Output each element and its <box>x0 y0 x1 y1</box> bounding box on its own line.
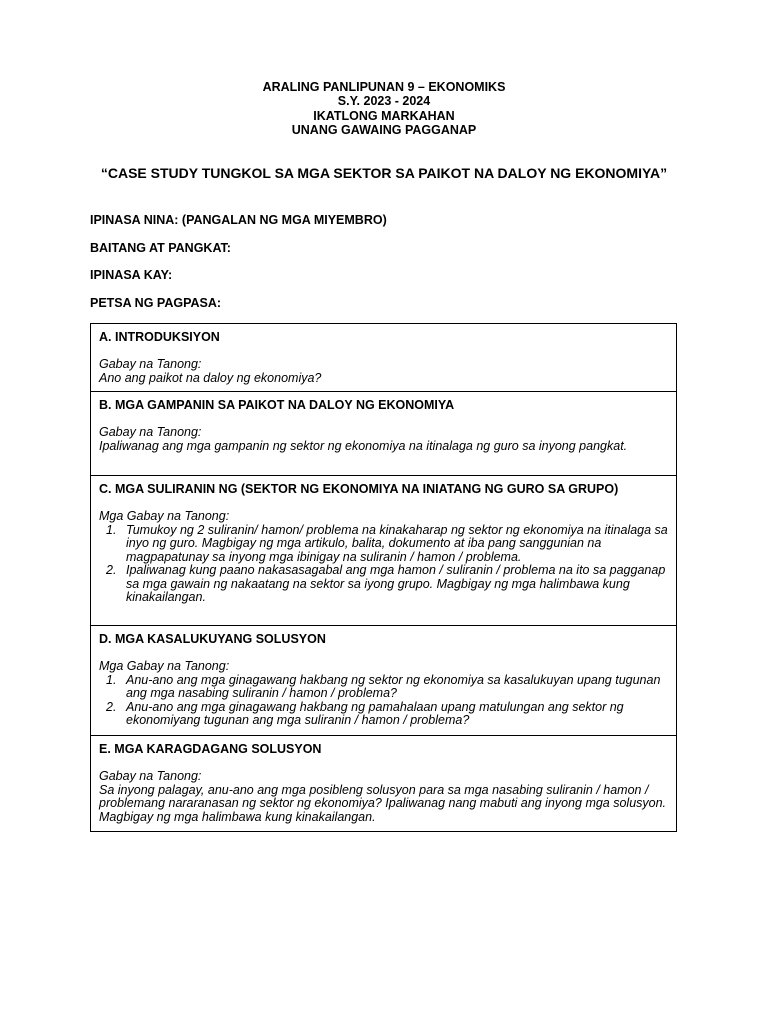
section-title: B. MGA GAMPANIN SA PAIKOT NA DALOY NG EKONOMIYA <box>99 398 455 412</box>
case-study-table <box>90 323 677 832</box>
section-title: E. MGA KARAGDAGANG SOLUSYON <box>99 742 322 756</box>
list-text: Anu-ano ang mga ginagawang hakbang ng sektor ng ekonomiya sa kasalukuyan upang tugunan ang mga nasabing suliranin / hamon / problema? <box>126 672 661 700</box>
section-problems <box>91 476 676 626</box>
section-roles <box>91 392 676 476</box>
list-text: Anu-ano ang mga ginagawang hakbang ng pamahalaan upang matulungan ang sektor ng ekonomiyang tugunan ang mga suliranin / hamon / problema? <box>126 699 624 727</box>
subject-title: ARALING PANLIPUNAN 9 – EKONOMIKS <box>262 80 506 94</box>
submitted-by-field: IPINASA NINA: (PANGALAN NG MGA MIYEMBRO) <box>90 213 387 227</box>
guide-question: Ipaliwanag ang mga gampanin ng sektor ng ekonomiya na itinalaga ng guro sa inyong pangkat. <box>99 438 628 453</box>
guide-label: Mga Gabay na Tanong: <box>99 509 230 523</box>
guide-label: Mga Gabay na Tanong: <box>99 659 230 673</box>
quarter-label: IKATLONG MARKAHAN <box>313 109 455 123</box>
school-year: S.Y. 2023 - 2024 <box>337 94 431 108</box>
guide-label: Gabay na Tanong: <box>99 769 202 783</box>
list-number: 1. <box>106 672 117 687</box>
list-number: 2. <box>106 699 117 714</box>
guide-question: Ano ang paikot na daloy ng ekonomiya? <box>99 370 322 385</box>
submission-date-field: PETSA NG PAGPASA: <box>90 296 222 310</box>
list-item <box>99 524 668 565</box>
list-number: 2. <box>106 563 117 577</box>
section-title: D. MGA KASALUKUYANG SOLUSYON <box>99 632 326 646</box>
list-item <box>99 701 668 728</box>
list-item <box>99 564 668 605</box>
section-title: A. INTRODUKSIYON <box>99 330 220 344</box>
list-text: Tumukoy ng 2 suliranin/ hamon/ problema na kinakaharap ng sektor ng ekonomiya na itinalaga sa inyo ng guro. Magbigay ng mga artikulo, balita, dokumento at iba pang sanggunian na magpapatunay sa inyong mga ibinigay na suliranin / hamon / problema. <box>126 522 668 564</box>
guide-label: Gabay na Tanong: <box>99 357 202 371</box>
section-current-solutions <box>91 626 676 736</box>
grade-section-field: BAITANG AT PANGKAT: <box>90 241 231 255</box>
list-number: 1. <box>106 522 117 537</box>
guide-question-list <box>99 674 668 728</box>
section-introduction <box>91 324 676 392</box>
submitted-to-field: IPINASA KAY: <box>90 268 173 282</box>
document-title: “CASE STUDY TUNGKOL SA MGA SEKTOR SA PAIKOT NA DALOY NG EKONOMIYA” <box>100 165 668 181</box>
guide-question: Sa inyong palagay, anu-ano ang mga posibleng solusyon para sa mga nasabing suliranin / hamon / problemang nararanasan ng sektor ng ekonomiya? Ipaliwanag nang mabuti ang inyong mga solusyon. Magbigay ng mga halimbawa kung kinakailangan. <box>99 782 667 824</box>
section-title: C. MGA SULIRANIN NG (SEKTOR NG EKONOMIYA NA INIATANG NG GURO SA GRUPO) <box>99 482 619 496</box>
list-item <box>99 674 668 701</box>
guide-question-list <box>99 524 668 605</box>
document-header <box>0 80 768 108</box>
list-text: Ipaliwanag kung paano nakasasagabal ang mga hamon / suliranin / problema na ito sa pagganap sa mga gawain ng nakaatang na sektor sa iyong grupo. Magbigay ng mga halimbawa kung kinakailangan. <box>126 563 666 604</box>
guide-label: Gabay na Tanong: <box>99 425 202 439</box>
section-additional-solutions <box>91 736 676 831</box>
task-label: UNANG GAWAING PAGGANAP <box>291 123 477 137</box>
quarter-header <box>0 109 768 137</box>
